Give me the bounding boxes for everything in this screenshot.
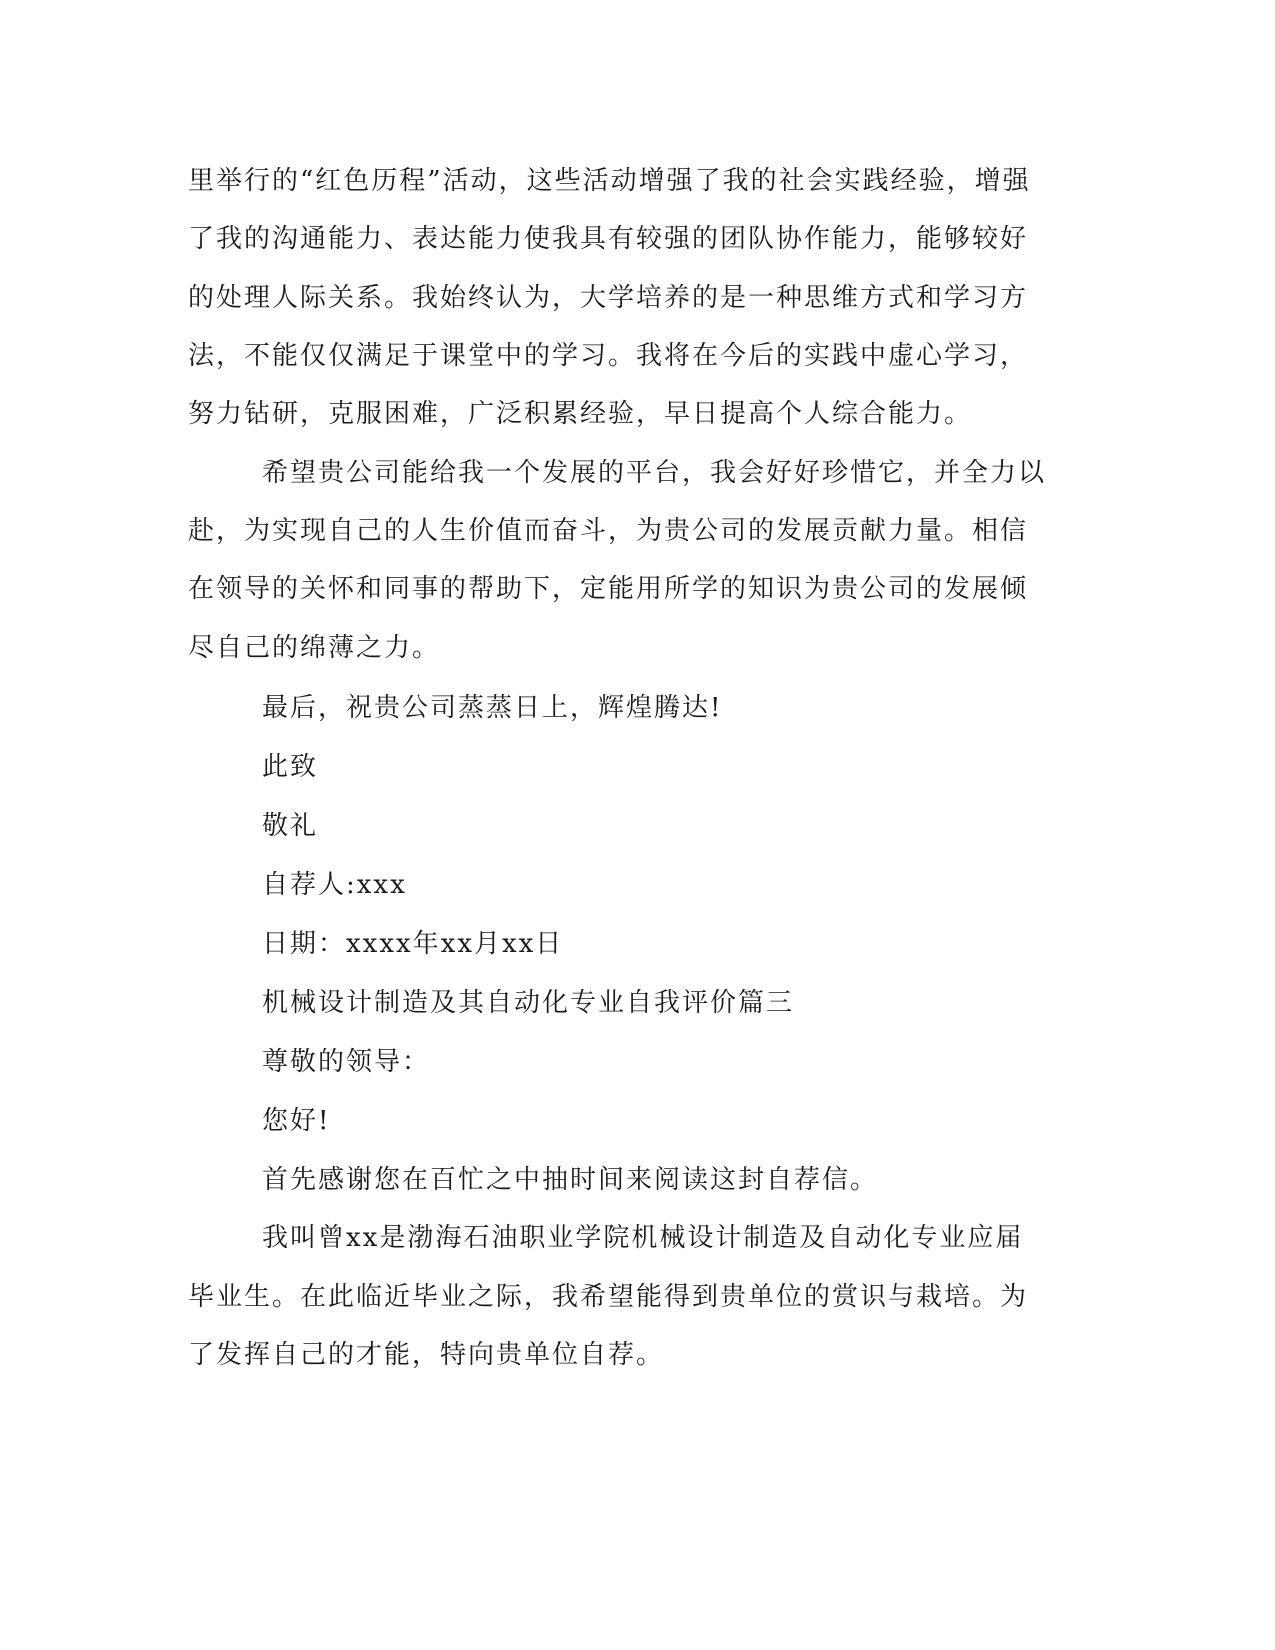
paragraph-line: 的处理人际关系。我始终认为，大学培养的是一种思维方式和学习方: [188, 283, 1029, 313]
paragraph-line: 法，不能仅仅满足于课堂中的学习。我将在今后的实践中虚心学习，: [188, 341, 1029, 371]
paragraph-line: 我叫曾xx是渤海石油职业学院机械设计制造及自动化专业应届: [262, 1223, 1024, 1253]
paragraph-line: 里举行的“红色历程”活动，这些活动增强了我的社会实践经验，增强: [188, 166, 1031, 196]
paragraph-line: 尽自己的绵薄之力。: [188, 633, 441, 663]
closing-line: 最后，祝贵公司蒸蒸日上，辉煌腾达!: [262, 693, 723, 723]
section-title: 机械设计制造及其自动化专业自我评价篇三: [262, 988, 795, 1018]
paragraph-line: 努力钻研，克服困难，广泛积累经验，早日提高个人综合能力。: [188, 399, 973, 429]
date-line: 日期：xxxx年xx月xx日: [262, 929, 564, 959]
salutation-line: 尊敬的领导：: [262, 1047, 431, 1077]
greeting-line: 您好!: [262, 1106, 331, 1136]
paragraph-line: 在领导的关怀和同事的帮助下，定能用所学的知识为贵公司的发展倾: [188, 574, 1029, 604]
paragraph-line: 毕业生。在此临近毕业之际，我希望能得到贵单位的赏识与栽培。为: [188, 1282, 1029, 1312]
paragraph-line: 赴，为实现自己的人生价值而奋斗，为贵公司的发展贡献力量。相信: [188, 516, 1029, 546]
signer-line: 自荐人:xxx: [262, 870, 407, 900]
paragraph-line: 希望贵公司能给我一个发展的平台，我会好好珍惜它，并全力以: [262, 458, 1047, 488]
paragraph-line: 了发挥自己的才能，特向贵单位自荐。: [188, 1340, 665, 1370]
paragraph-line: 了我的沟通能力、表达能力使我具有较强的团队协作能力，能够较好: [188, 224, 1029, 254]
thanks-line: 首先感谢您在百忙之中抽时间来阅读这封自荐信。: [262, 1165, 879, 1195]
jingli-line: 敬礼: [262, 811, 319, 841]
cizhi-line: 此致: [262, 752, 319, 782]
